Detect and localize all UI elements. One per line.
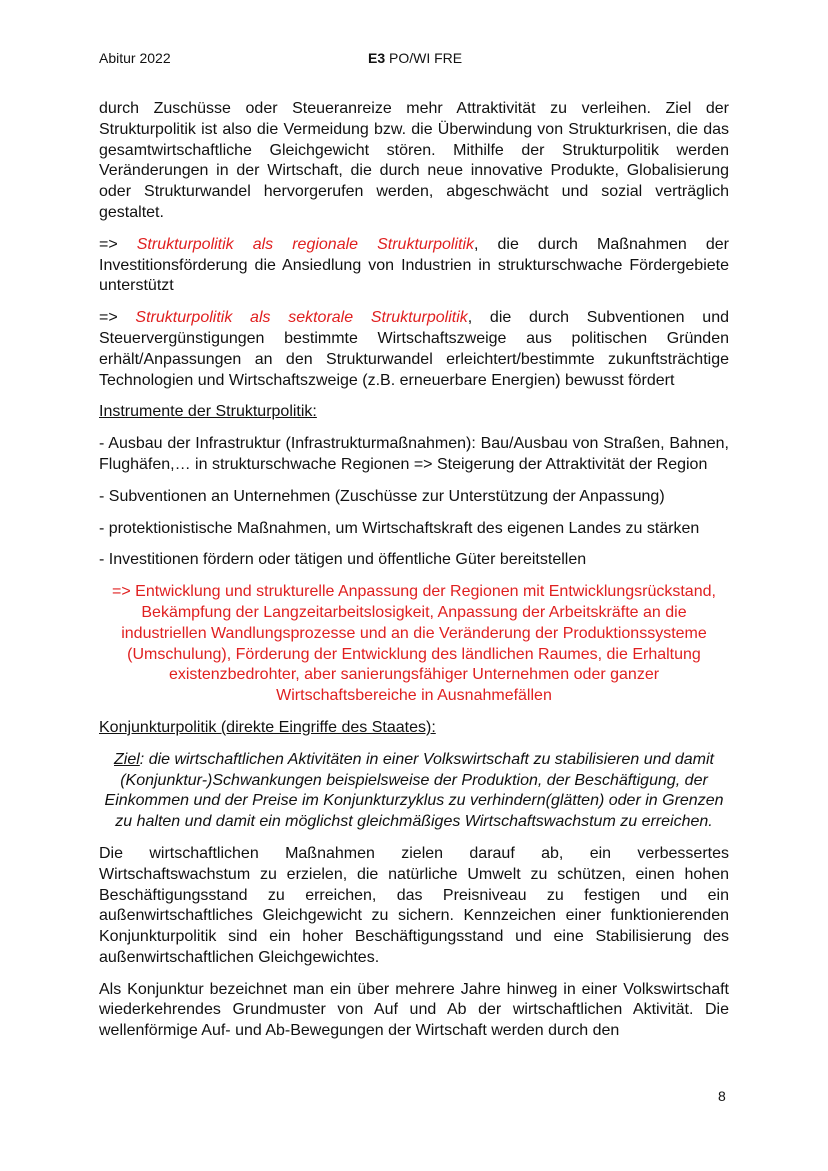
regional-description: , die durch Maßnahmen der Investitionsförderung die Ansiedlung von Industrien in strukturschwache Fördergebiete unterstützt	[99, 235, 729, 295]
paragraph-ziel	[99, 750, 729, 833]
term-sektorale-strukturpolitik: Strukturpolitik als sektorale Strukturpolitik	[135, 309, 468, 327]
sektoral-description: , die durch Subventionen und Steuervergünstigungen bestimmte Wirtschaftszweige aus politischen Gründen erhält/Anpassungen an den Strukturwandel erleichtert/bestimmte zukunftsträchtige Technologien und Wirtschaftszweige (z.B. erneuerbare Energien) bewusst fördert	[99, 309, 729, 389]
heading-instrumente: Instrumente der Strukturpolitik:	[99, 403, 317, 421]
page-number: 8	[718, 1088, 726, 1104]
header-course-code: E3	[368, 50, 386, 66]
header-exam-year: Abitur 2022	[99, 50, 171, 66]
ziel-label: Ziel	[114, 750, 140, 768]
header-course-rest: PO/WI FRE	[385, 50, 463, 66]
heading-konjunkturpolitik: Konjunkturpolitik (direkte Eingriffe des Staates):	[99, 718, 436, 736]
list-item-instrument: - protektionistische Maßnahmen, um Wirtschaftskraft des eigenen Landes zu stärken	[99, 519, 700, 537]
paragraph-sektorale-strukturpolitik	[99, 308, 729, 391]
document-body	[99, 99, 729, 1042]
ziel-text: : die wirtschaftlichen Aktivitäten in einer Volkswirtschaft zu stabilisieren und damit (Konjunktur-)Schwankungen beispielsweise der Produktion, der Beschäftigung, der Einkommen und der Preise im Konjunkturzyklus zu verhindern(glätten) oder in Grenzen zu halten und damit ein möglichst gleichmäßiges Wirtschaftswachstum zu erreichen.	[104, 750, 724, 831]
header-course	[368, 50, 462, 66]
paragraph-red-summary: => Entwicklung und strukturelle Anpassung der Regionen mit Entwicklungsrückstand, Bekämpfung der Langzeitarbeitslosigkeit, Anpassung der Arbeitskräfte an die industriellen Wandlungsprozesse und an die Veränderung der Produktionssysteme (Umschulung), Förderung der Entwicklung des ländlichen Raumes, die Erhaltung existenzbedrohter, aber sanierungsfähiger Unternehmen oder ganzer Wirtschaftsbereiche in Ausnahmefällen	[112, 583, 716, 705]
paragraph-regionale-strukturpolitik	[99, 235, 729, 297]
term-regionale-strukturpolitik: Strukturpolitik als regionale Strukturpolitik	[136, 235, 475, 253]
arrow-prefix: =>	[99, 235, 137, 253]
list-item-instrument: - Investitionen fördern oder tätigen und öffentliche Güter bereitstellen	[99, 551, 587, 569]
paragraph-massnahmen: Die wirtschaftlichen Maßnahmen zielen darauf ab, ein verbessertes Wirtschaftswachstum zu erzielen, die natürliche Umwelt zu schützen, einen hohen Beschäftigungsstand zu erreichen, das Preisniveau zu festigen und ein außenwirtschaftliches Gleichgewicht zu sichern. Kennzeichen einer funktionierenden Konjunkturpolitik sind ein hoher Beschäftigungsstand und eine Stabilisierung des außenwirtschaftlichen Gleichgewichtes.	[99, 844, 729, 966]
list-item-instrument: - Subventionen an Unternehmen (Zuschüsse zur Unterstützung der Anpassung)	[99, 487, 665, 505]
paragraph-strukturpolitik-intro: durch Zuschüsse oder Steueranreize mehr Attraktivität zu verleihen. Ziel der Strukturpolitik ist also die Vermeidung bzw. die Überwindung von Strukturkrisen, die das gesamtwirtschaftliche Gleichgewicht stören. Mithilfe der Strukturpolitik werden Veränderungen in der Wirtschaft, die durch neue innovative Produkte, Globalisierung oder Strukturwandel hervorgerufen werden, abgeschwächt und sozial verträglich gestaltet.	[99, 100, 729, 221]
paragraph-konjunktur-definition: Als Konjunktur bezeichnet man ein über mehrere Jahre hinweg in einer Volkswirtschaft wiederkehrendes Grundmuster von Auf und Ab der wirtschaftlichen Aktivität. Die wellenförmige Auf- und Ab-Bewegungen der Wirtschaft werden durch den	[99, 980, 729, 1040]
arrow-prefix: =>	[99, 309, 136, 327]
list-item-instrument: - Ausbau der Infrastruktur (Infrastrukturmaßnahmen): Bau/Ausbau von Straßen, Bahnen, Flughäfen,… in strukturschwache Regionen => Steigerung der Attraktivität der Region	[99, 435, 729, 473]
